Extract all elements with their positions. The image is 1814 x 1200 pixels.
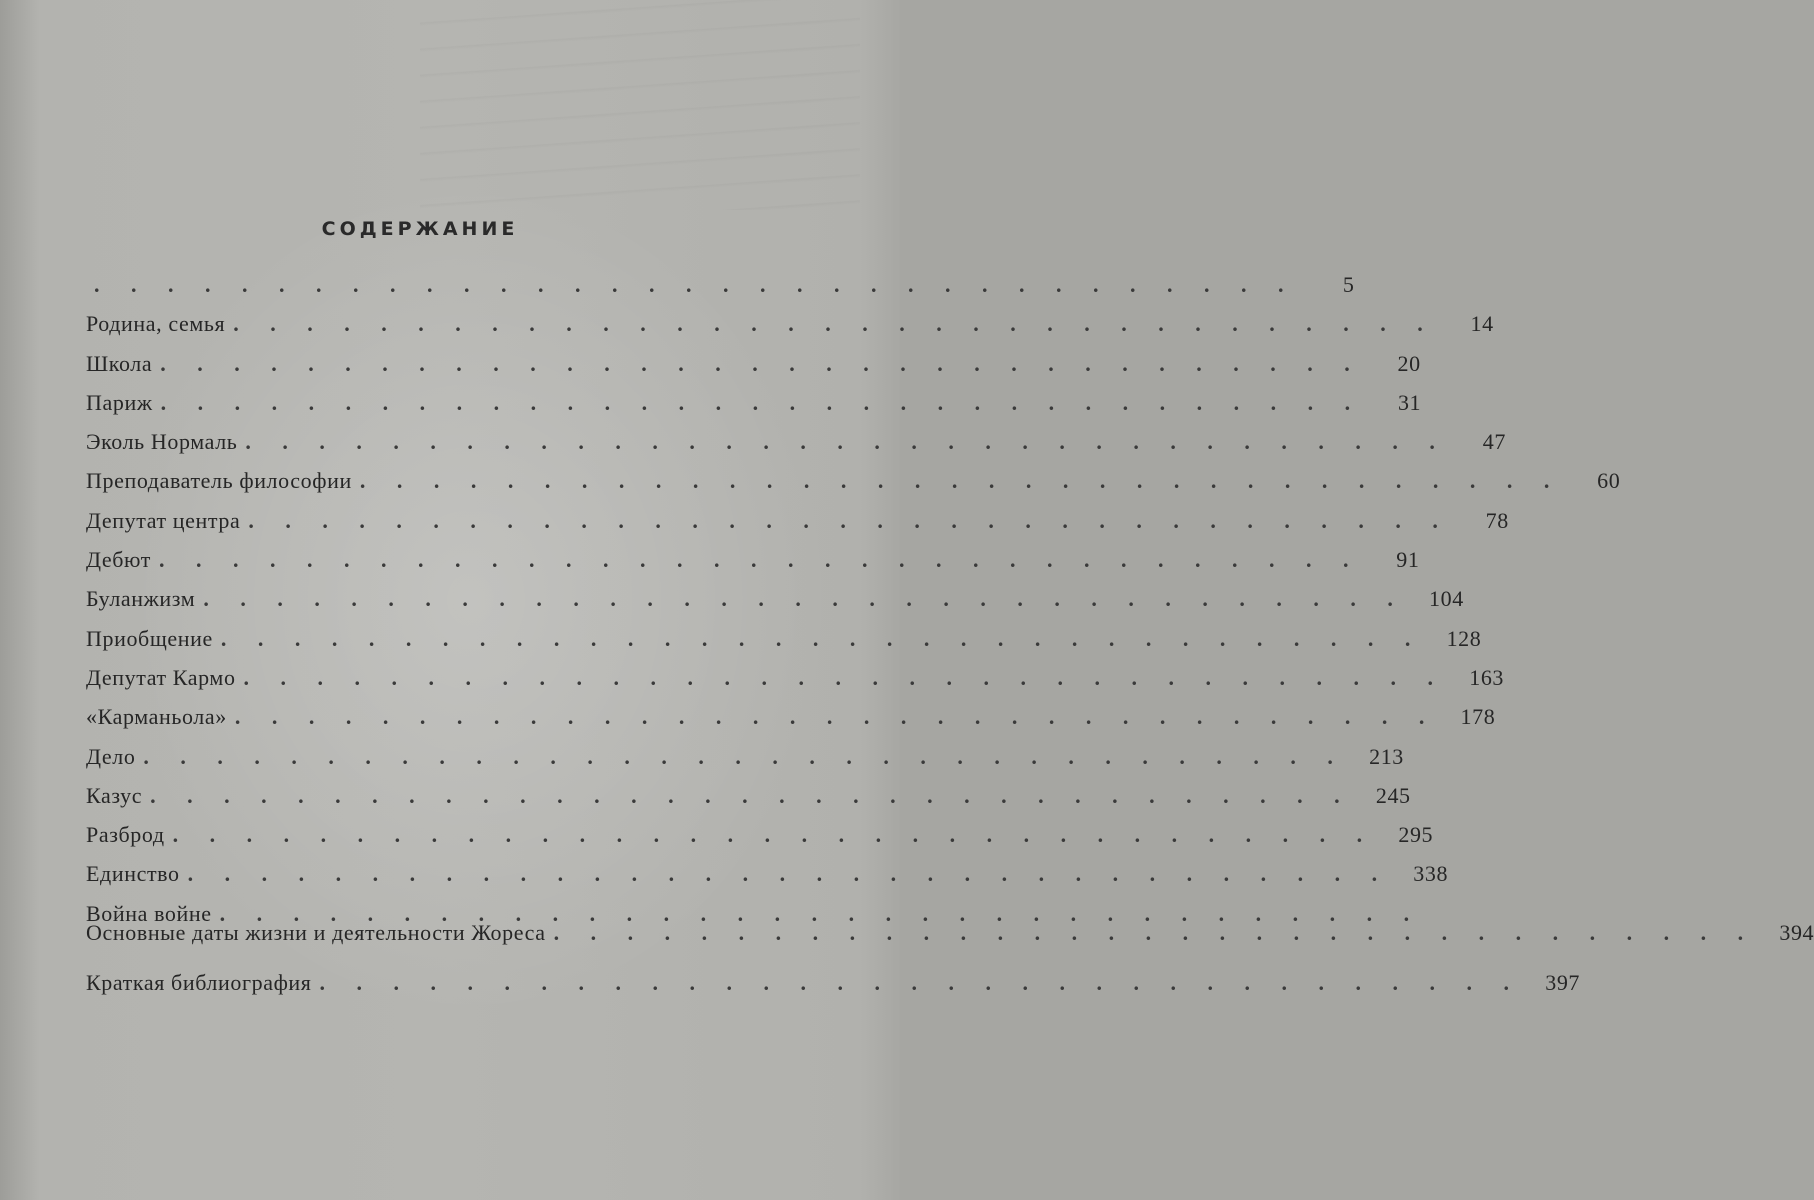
leader-dots: . . . . . . . . . . . . . . . . . . . . . . . . . . . . . . . . .: [248, 507, 1451, 533]
toc-entry: [86, 468, 1621, 507]
toc-entry-title: Эколь Нормаль: [86, 429, 238, 455]
leader-dots: . . . . . . . . . . . . . . . . . . . . . . . . . . . . . . . . .: [187, 861, 1391, 887]
leader-dots: . . . . . . . . . . . . . . . . . . . . . . . . . . . . . . . . .: [203, 586, 1406, 612]
leader-dots: . . . . . . . . . . . . . . . . . . . . . . . . . . . . . . . . .: [160, 350, 1363, 376]
leader-dots: . . . . . . . . . . . . . . . . . . . . . . . . . . . . . . . . .: [150, 782, 1353, 808]
appendix-contents: [86, 920, 1814, 1020]
toc-entry: [86, 861, 1449, 900]
leader-dots: . . . . . . . . . . . . . . . . . . . . . . . . . . . . . . . . .: [143, 743, 1346, 769]
toc-entry-page: 213: [1369, 743, 1404, 769]
toc-entry-page: 338: [1413, 861, 1449, 887]
toc-entry-title: «Карманьола»: [86, 704, 227, 730]
toc-entry-title: Депутат Кармо: [86, 664, 236, 690]
leader-dots: . . . . . . . . . . . . . . . . . . . . . . . . . . . . . . . . .: [553, 920, 1757, 945]
toc-entry-title: Война войне: [86, 900, 212, 926]
leader-dots: . . . . . . . . . . . . . . . . . . . . . . . . . . . . . . . . .: [359, 468, 1563, 494]
leader-dots: . . . . . . . . . . . . . . . . . . . . . . . . . . . . . . . . .: [233, 311, 1436, 337]
toc-entry-title: Школа: [86, 350, 153, 376]
toc-entry: [86, 429, 1506, 468]
leader-dots: . . . . . . . . . . . . . . . . . . . . . . . . . . . . . . . . .: [220, 625, 1424, 651]
toc-entry: [86, 664, 1505, 704]
leader-dots: . . . . . . . . . . . . . . . . . . . . . . . . . . . . . . . . .: [245, 429, 1448, 455]
toc-entry-page: 14: [1470, 311, 1494, 337]
leader-dots: . . . . . . . . . . . . . . . . . . . . . . . . . . . . . . . . .: [172, 822, 1376, 848]
toc-entry-page: 104: [1429, 586, 1464, 612]
toc-entry-page: 295: [1398, 822, 1434, 848]
toc-entry-title: Приобщение: [86, 625, 213, 651]
toc-entry-page: 163: [1469, 664, 1505, 690]
toc-entry-title: Казус: [86, 782, 143, 808]
toc-entry-title: Дело: [86, 743, 136, 769]
toc-entry-page: 128: [1446, 625, 1482, 651]
toc-entry: [86, 389, 1422, 429]
show-through-text: [420, 0, 860, 210]
toc-entry: [86, 625, 1482, 665]
leader-dots: . . . . . . . . . . . . . . . . . . . . . . . . . . . . . . . . .: [160, 389, 1364, 415]
toc-entry-title: Основные даты жизни и деятельности Жореса: [86, 920, 546, 945]
toc-entry-title: Единство: [86, 861, 180, 887]
toc-entry-page: 245: [1375, 782, 1411, 808]
toc-entry-page: 47: [1482, 429, 1506, 455]
toc-entry-title: Париж: [86, 389, 153, 415]
toc-entry: [86, 822, 1434, 861]
toc-entry-page: 60: [1597, 468, 1621, 494]
toc-entry: [86, 970, 1581, 1020]
leader-dots: . . . . . . . . . . . . . . . . . . . . . . . . . . . . . . . . .: [94, 272, 1297, 297]
leader-dots: . . . . . . . . . . . . . . . . . . . . . . . . . . . . . . . . .: [159, 547, 1362, 573]
toc-entry-title: Дебют: [86, 547, 151, 573]
toc-entry: [86, 920, 1814, 970]
toc-entry-page: 78: [1485, 507, 1509, 533]
toc-entry-title: Разброд: [86, 822, 165, 848]
toc-entry-title: Родина, семья: [86, 311, 226, 337]
table-of-contents: [86, 272, 1621, 940]
toc-entry-title: Буланжизм: [86, 586, 196, 612]
leader-dots: . . . . . . . . . . . . . . . . . . . . . . . . . . . . . . . . .: [219, 900, 1423, 926]
toc-entry-page: 178: [1460, 704, 1496, 730]
toc-entry-title: Депутат центра: [86, 507, 241, 533]
toc-entry-page: 20: [1397, 350, 1421, 376]
toc-entry: [86, 586, 1464, 625]
leader-dots: . . . . . . . . . . . . . . . . . . . . . . . . . . . . . . . . .: [243, 664, 1447, 690]
leader-dots: . . . . . . . . . . . . . . . . . . . . . . . . . . . . . . . . .: [234, 704, 1438, 730]
toc-entry-page: 91: [1396, 547, 1420, 573]
toc-entry: [86, 311, 1494, 350]
toc-entry: [86, 743, 1404, 783]
toc-entry-page: 394: [1779, 920, 1814, 945]
toc-entry-title: Преподаватель философии: [86, 468, 352, 494]
toc-entry: [86, 704, 1496, 743]
toc-entry-page: 5: [1342, 272, 1355, 297]
toc-entry: [86, 350, 1421, 390]
toc-entry-page: 397: [1545, 970, 1581, 995]
toc-entry: [86, 272, 1355, 311]
toc-entry-title: Краткая библиография: [86, 970, 312, 995]
toc-entry-page: 31: [1397, 389, 1422, 415]
page-title: СОДЕРЖАНИЕ: [321, 218, 519, 240]
toc-entry: [86, 547, 1420, 586]
toc-entry: [86, 782, 1411, 822]
toc-entry: [86, 507, 1509, 547]
leader-dots: . . . . . . . . . . . . . . . . . . . . . . . . . . . . . . . . .: [319, 970, 1523, 995]
